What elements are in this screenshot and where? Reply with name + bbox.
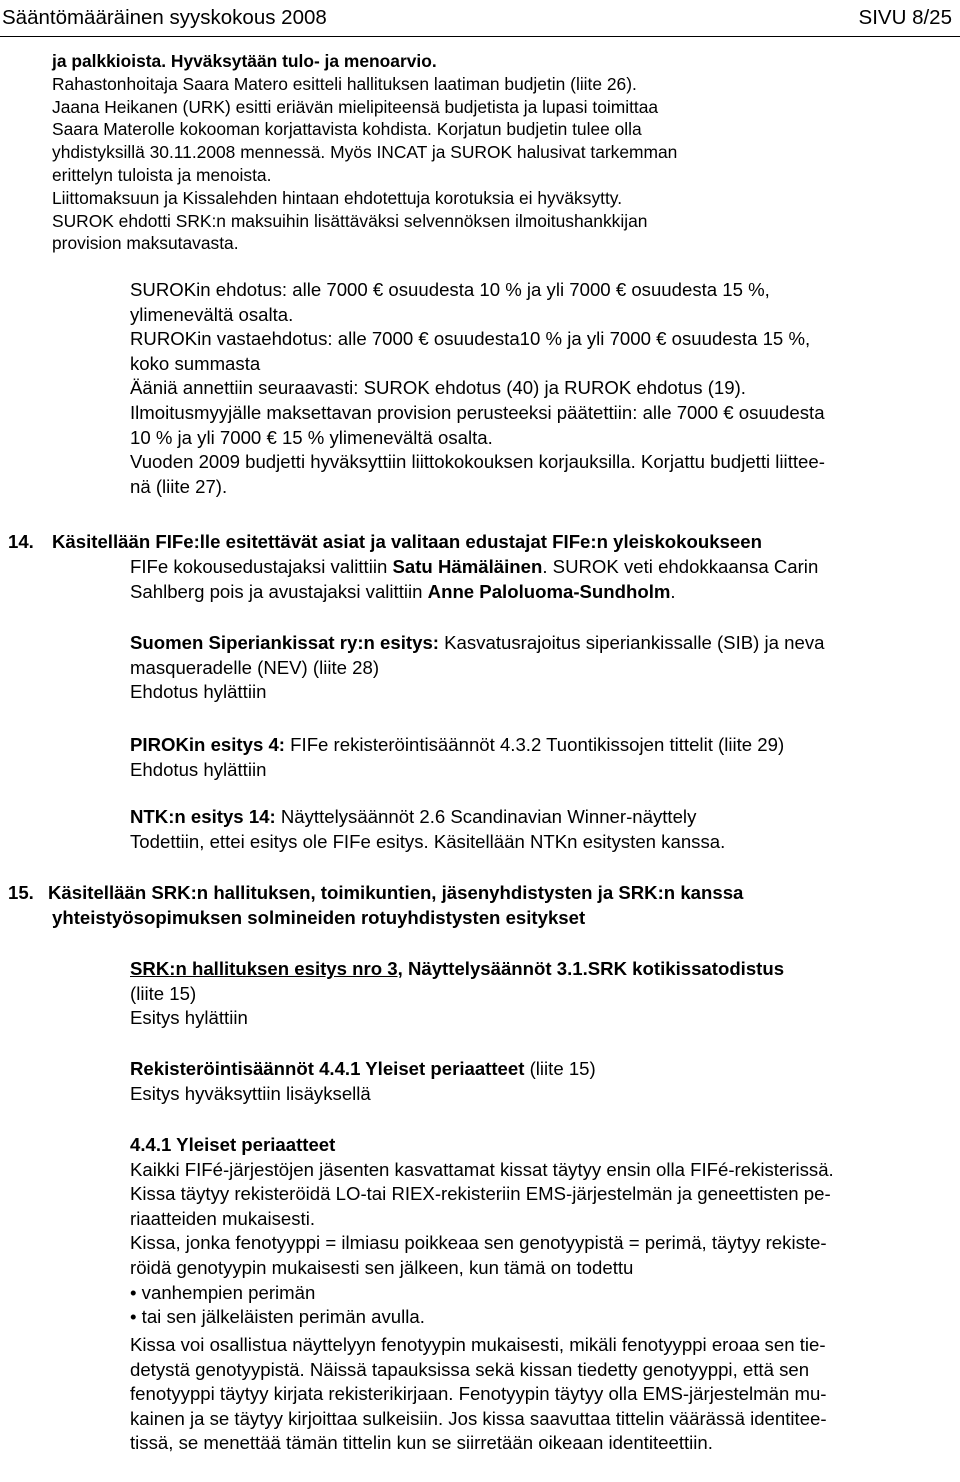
section-15-heading: Käsitellään SRK:n hallituksen, toimikuntien, jäsenyhdistysten ja SRK:n kanssa yhteistyösopimuksen solmineiden rotuyhdistysten esitykset (48, 882, 744, 928)
commission-line: ylimenevältä osalta. (130, 303, 294, 325)
section-14-number: 14. (8, 531, 34, 552)
document-title: Sääntömääräinen syyskokous 2008 (2, 6, 327, 29)
commission-line: koko summasta (130, 352, 261, 374)
rule-line: Kissa täytyy rekisteröidä LO-tai RIEX-rekisteriin EMS-järjestelmän ja geneettisten pe- (130, 1183, 831, 1205)
budget-line: SUROK ehdotti SRK:n maksuihin lisättäväksi selvennöksen ilmoitushankkijan (52, 210, 648, 231)
page-number: SIVU 8/25 (858, 6, 952, 29)
proposal-result: Esitys hyväksyttiin lisäyksellä (130, 1082, 371, 1104)
representative-line: FIFe kokousedustajaksi valittiin Satu Hämäläinen. SUROK veti ehdokkaansa Carin (130, 556, 819, 577)
rule-line: fenotyyppi täytyy kirjata rekisterikirjaan. Fenotyypin täytyy olla EMS-järjestelmän mu- (130, 1383, 827, 1405)
proposal-label: Suomen Siperiankissat ry:n esitys: (130, 632, 439, 653)
proposal-registration: Rekisteröintisäännöt 4.4.1 Yleiset periaatteet (liite 15) Esitys hyväksyttiin lisäyksellä (130, 1057, 596, 1106)
proposal-result: Ehdotus hylättiin (130, 681, 267, 703)
commission-discussion (130, 278, 825, 499)
representative-name: Satu Hämäläinen (392, 556, 543, 577)
proposal-ntk: NTK:n esitys 14: Näyttelysäännöt 2.6 Scandinavian Winner-näyttely Todettiin, ettei esitys ole FIFe esitys. Käsitellään NTKn esitysten kanssa. (130, 805, 725, 854)
proposal-result: Ehdotus hylättiin (130, 758, 267, 780)
rule-line: röidä genotyypin mukaisesti sen jälkeen, kun tämä on todettu (130, 1256, 634, 1278)
budget-line: Saara Materolle kokooman korjattavista kohdista. Korjatun budjetin tulee olla (52, 119, 642, 140)
commission-line: SUROKin ehdotus: alle 7000 € osuudesta 10 % ja yli 7000 € osuudesta 15 %, (130, 279, 770, 300)
proposal-pirok: PIROKin esitys 4: FIFe rekisteröintisäännöt 4.3.2 Tuontikissojen tittelit (liite 29) Ehdotus hylättiin (130, 733, 784, 782)
section-14-heading: Käsitellään FIFe:lle esitettävät asiat ja valitaan edustajat FIFe:n yleiskokoukseen (52, 531, 762, 552)
budget-line: erittelyn tuloista ja menoista. (52, 164, 272, 185)
rule-bullet: • tai sen jälkeläisten perimän avulla. (130, 1306, 425, 1328)
budget-line: Liittomaksuun ja Kissalehden hintaan ehdotettuja korotuksia ei hyväksytty. (52, 187, 623, 208)
proposal-label: SRK:n hallituksen esitys nro 3, (130, 958, 403, 979)
deputy-name: Anne Paloluoma-Sundholm (427, 580, 671, 602)
budget-line: yhdistyksillä 30.11.2008 mennessä. Myös INCAT ja SUROK halusivat tarkemman (52, 142, 678, 163)
rule-line: detystä genotyypistä. Näissä tapauksissa sekä kissan tiedetty genotyyppi, että sen (130, 1358, 810, 1380)
budget-discussion (52, 50, 940, 255)
commission-line: RUROKin vastaehdotus: alle 7000 € osuudesta10 % ja yli 7000 € osuudesta 15 %, (130, 328, 811, 350)
proposal-siberian: Suomen Siperiankissat ry:n esitys: Kasvatusrajoitus siperiankissalle (SIB) ja neva masqueradelle (NEV) (liite 28) Ehdotus hylättiin (130, 631, 824, 705)
rule-subheading: 4.4.1 Yleiset periaatteet (130, 1134, 336, 1155)
vote-line: nä (liite 27). (130, 475, 228, 497)
deputy-line: Sahlberg pois ja avustajaksi valittiin Anne Paloluoma-Sundholm. (130, 580, 676, 602)
budget-line: Jaana Heikanen (URK) esitti eriävän mielipiteensä budjetista ja lupasi toimittaa (52, 96, 659, 117)
rule-line: riaatteiden mukaisesti. (130, 1207, 315, 1229)
budget-line: Rahastonhoitaja Saara Matero esitteli hallituksen laatiman budjetin (liite 26). (52, 73, 637, 94)
vote-line: Ääniä annettiin seuraavasti: SUROK ehdotus (40) ja RUROK ehdotus (19). (130, 377, 746, 399)
vote-line: Ilmoitusmyyjälle maksettavan provision perusteeksi päätettiin: alle 7000 € osuudesta (130, 401, 825, 423)
rule-line: kainen ja se täytyy kirjoittaa sulkeisiin. Jos kissa saavuttaa tittelin väärässä identitee- (130, 1407, 827, 1429)
vote-line: 10 % ja yli 7000 € 15 % ylimenevältä osalta. (130, 426, 493, 448)
rule-line: Kaikki FIFé-järjestöjen jäsenten kasvattamat kissat täytyy ensin olla FIFé-rekisterissä. (130, 1158, 834, 1180)
budget-lead: ja palkkioista. Hyväksytään tulo- ja menoarvio. (52, 51, 437, 71)
rule-line: Kissa voi osallistua näyttelyyn fenotyypin mukaisesti, mikäli fenotyyppi eroaa sen tie- (130, 1334, 826, 1355)
rule-4-4-1 (130, 1133, 834, 1330)
rule-phenotype (130, 1333, 827, 1456)
proposal-result: Esitys hylättiin (130, 1007, 248, 1029)
vote-line: Vuoden 2009 budjetti hyväksyttiin liittokokouksen korjauksilla. Korjattu budjetti liittee- (130, 451, 825, 473)
proposal-result: Todettiin, ettei esitys ole FIFe esitys. Käsitellään NTKn esitysten kanssa. (130, 830, 726, 852)
rule-line: tissä, se menettää tämän tittelin kun se siirretään oikeaan identiteettiin. (130, 1432, 713, 1454)
proposal-label: NTK:n esitys 14: (130, 806, 276, 827)
proposal-label: Rekisteröintisäännöt 4.4.1 Yleiset periaatteet (130, 1058, 525, 1079)
proposal-label: PIROKin esitys 4: (130, 734, 285, 755)
page-header (0, 4, 960, 37)
budget-line: provision maksutavasta. (52, 233, 239, 254)
section-14-body (130, 555, 818, 604)
section-15-number: 15. (8, 882, 34, 903)
rule-line: Kissa, jonka fenotyyppi = ilmiasu poikkeaa sen genotyypistä = perimä, täytyy rekiste- (130, 1232, 827, 1254)
proposal-srk-3: SRK:n hallituksen esitys nro 3, Näyttelysäännöt 3.1.SRK kotikissatodistus (liite 15) Esitys hylättiin (130, 957, 784, 1031)
rule-bullet: • vanhempien perimän (130, 1281, 316, 1303)
